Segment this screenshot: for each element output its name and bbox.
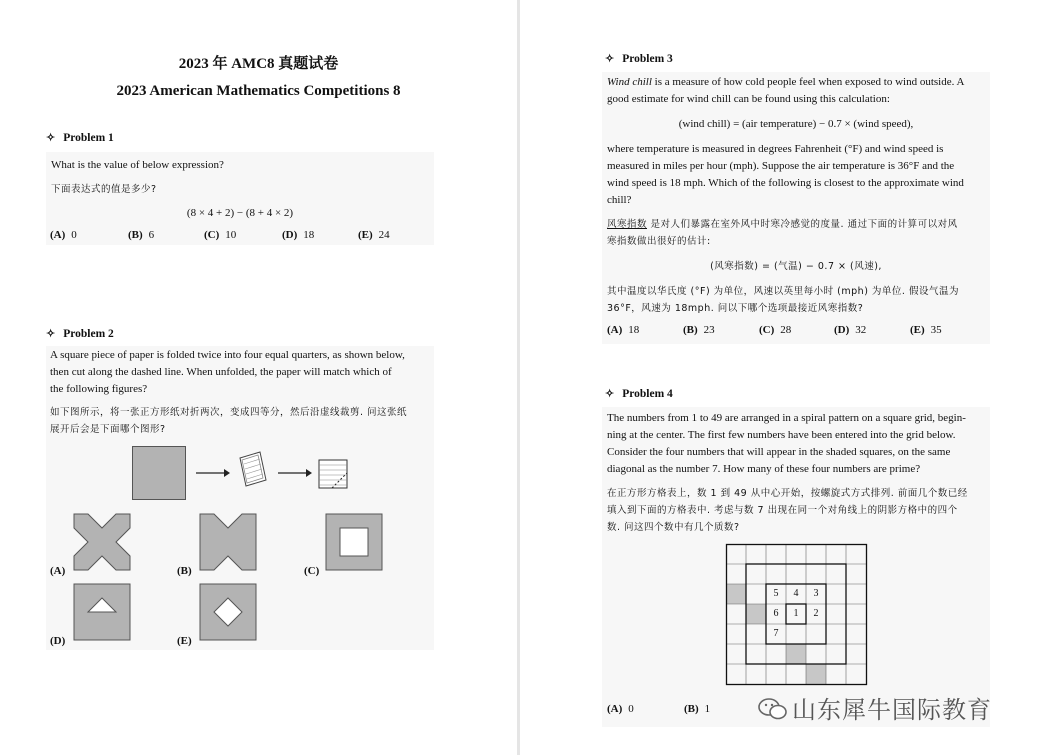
option-c-label: (C) bbox=[304, 565, 320, 577]
grid-number: 6 bbox=[773, 608, 779, 619]
problem-4-title: ✧ Problem 4 bbox=[605, 388, 673, 400]
p3-cn-line-4: 36°F，风速为 18mph. 问以下哪个选项最接近风寒指数? bbox=[607, 303, 864, 314]
p3-cn-line-1: 风寒指数 是对人们暴露在室外风中时寒冷感觉的度量. 通过下面的计算可以对风 bbox=[607, 219, 958, 230]
option-b-figure[interactable] bbox=[200, 514, 256, 570]
p4-line-4: diagonal as the number 7. How many of these four numbers are prime? bbox=[607, 463, 921, 475]
p1-choice-c[interactable]: (C) 10 bbox=[204, 229, 237, 241]
option-e-figure[interactable] bbox=[200, 584, 256, 640]
grid-number: 4 bbox=[793, 588, 799, 599]
p1-choice-b[interactable]: (B) 6 bbox=[128, 229, 155, 241]
p3-choice-d[interactable]: (D) 32 bbox=[834, 324, 867, 336]
diamond-icon: ✧ bbox=[46, 328, 56, 340]
p4-cn-line-1: 在正方形方格表上，数 1 到 49 从中心开始，按螺旋式方式排列. 前面几个数已经 bbox=[607, 488, 968, 499]
p3-cn-line-2: 寒指数做出很好的估计: bbox=[607, 236, 711, 247]
p1-choice-e[interactable]: (E) 24 bbox=[358, 229, 390, 241]
folded-quarter-figure bbox=[318, 459, 348, 489]
p3-line-3: where temperature is measured in degrees Fahrenheit (°F) and wind speed is bbox=[607, 143, 944, 155]
p3-formula: (wind chill) = (air temperature) − 0.7 × (wind speed), bbox=[678, 118, 914, 130]
watermark-text: 山东犀牛国际教育 bbox=[792, 696, 992, 724]
p3-choice-c[interactable]: (C) 28 bbox=[759, 324, 792, 336]
spiral-grid bbox=[726, 544, 867, 685]
right-arrow-icon bbox=[278, 468, 312, 478]
p3-choice-a[interactable]: (A) 18 bbox=[607, 324, 640, 336]
p2-line-3: the following figures? bbox=[50, 383, 148, 395]
p2-cn-line-1: 如下图所示，将一张正方形纸对折两次，变成四等分，然后沿虚线裁剪. 问这张纸 bbox=[50, 407, 408, 418]
paper-square-figure bbox=[132, 446, 186, 500]
problem-1-title: ✧ Problem 1 bbox=[46, 132, 114, 144]
p4-choice-b[interactable]: (B) 1 bbox=[684, 703, 711, 715]
p3-choice-b[interactable]: (B) 23 bbox=[683, 324, 715, 336]
p1-expression: (8 × 4 + 2) − (8 + 4 × 2) bbox=[186, 207, 294, 219]
p4-line-3: Consider the four numbers that will appear in the shaded squares, on the same bbox=[607, 446, 951, 458]
grid-number: 2 bbox=[813, 608, 819, 619]
problem-2-title: ✧ Problem 2 bbox=[46, 328, 114, 340]
p3-line-5: wind speed is 18 mph. Which of the following is closest to the approximate wind bbox=[607, 177, 964, 189]
wechat-icon bbox=[757, 696, 789, 722]
right-arrow-icon bbox=[196, 468, 230, 478]
diamond-icon: ✧ bbox=[46, 132, 56, 144]
p4-cn-line-3: 数. 问这四个数中有几个质数? bbox=[607, 522, 740, 533]
page-title-cn: 2023 年 AMC8 真题试卷 bbox=[178, 56, 339, 72]
page-title-en: 2023 American Mathematics Competitions 8 bbox=[116, 83, 401, 99]
p3-line-2: good estimate for wind chill can be found using this calculation: bbox=[607, 93, 890, 105]
folded-paper-figure bbox=[236, 450, 272, 490]
diamond-icon: ✧ bbox=[605, 53, 615, 65]
grid-number: 5 bbox=[773, 588, 779, 599]
p2-line-1: A square piece of paper is folded twice into four equal quarters, as shown below, bbox=[50, 349, 405, 361]
p3-formula-cn: (风寒指数) = (气温) − 0.7 × (风速), bbox=[710, 261, 882, 272]
p1-choice-a[interactable]: (A) 0 bbox=[50, 229, 77, 241]
option-c-figure[interactable] bbox=[326, 514, 382, 570]
p1-question: What is the value of below expression? bbox=[51, 159, 224, 171]
option-d-label: (D) bbox=[50, 635, 66, 647]
option-a-figure[interactable] bbox=[74, 514, 130, 570]
option-b-label: (B) bbox=[177, 565, 192, 577]
p3-line-1: Wind chill is a measure of how cold people feel when exposed to wind outside. A bbox=[607, 76, 965, 88]
grid-number: 3 bbox=[813, 588, 819, 599]
left-page bbox=[0, 0, 517, 755]
p2-cn-line-2: 展开后会是下面哪个图形? bbox=[50, 424, 166, 435]
option-a-label: (A) bbox=[50, 565, 66, 577]
p3-choice-e[interactable]: (E) 35 bbox=[910, 324, 942, 336]
p4-line-1: The numbers from 1 to 49 are arranged in a spiral pattern on a square grid, begin- bbox=[607, 412, 966, 424]
p4-line-2: ning at the center. The first few numbers have been entered into the grid below. bbox=[607, 429, 956, 441]
diamond-icon: ✧ bbox=[605, 388, 615, 400]
option-e-label: (E) bbox=[177, 635, 192, 647]
p3-cn-line-3: 其中温度以华氏度 (°F) 为单位，风速以英里每小时 (mph) 为单位. 假设气温为 bbox=[607, 286, 959, 297]
grid-number: 1 bbox=[793, 608, 799, 619]
p3-line-4: measured in miles per hour (mph). Suppose the air temperature is 36°F and the bbox=[607, 160, 955, 172]
option-d-figure[interactable] bbox=[74, 584, 130, 640]
p4-cn-line-2: 填入到下面的方格表中. 考虑与数 7 出现在同一个对角线上的阴影方格中的四个 bbox=[607, 505, 958, 516]
p1-question-cn: 下面表达式的值是多少? bbox=[51, 184, 157, 195]
p3-line-6: chill? bbox=[607, 194, 632, 206]
grid-number: 7 bbox=[773, 628, 779, 639]
p1-choice-d[interactable]: (D) 18 bbox=[282, 229, 315, 241]
p4-choice-a[interactable]: (A) 0 bbox=[607, 703, 634, 715]
problem-3-title: ✧ Problem 3 bbox=[605, 53, 673, 65]
p2-line-2: then cut along the dashed line. When unfolded, the paper will match which of bbox=[50, 366, 392, 378]
